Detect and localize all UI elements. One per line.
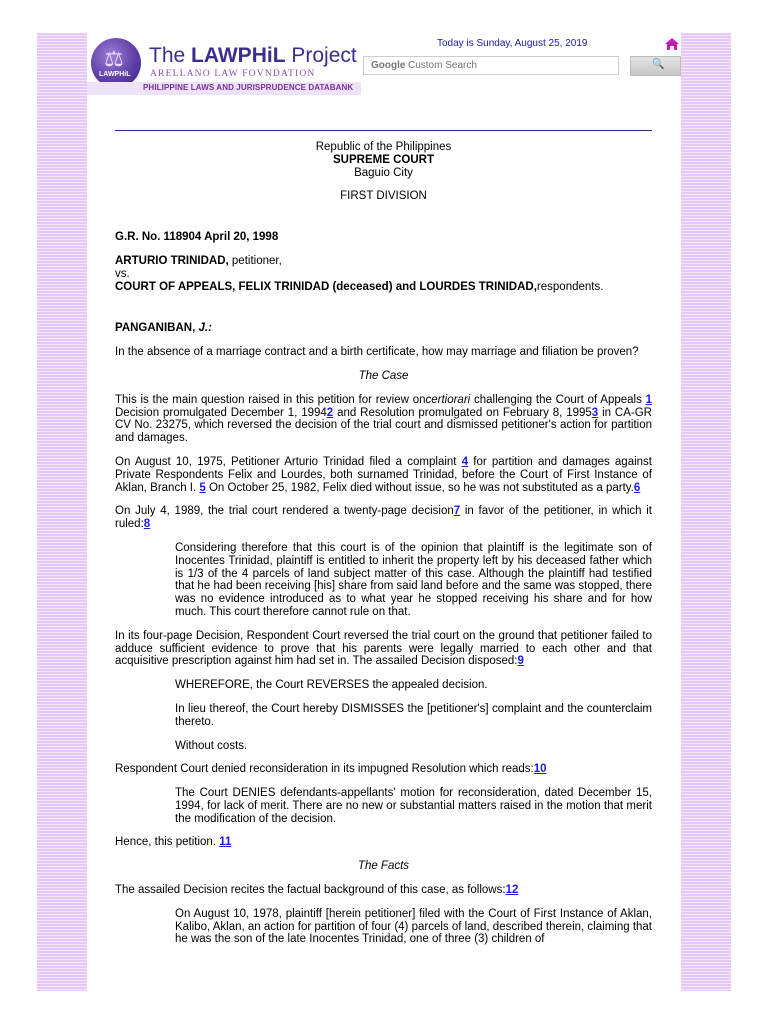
quote-facts: On August 10, 1978, plaintiff [herein petitioner] filed with the Court of First Instance of Aklan, Kalibo, Aklan, an action for partition of four (4) parcels of land, described therein, claiming that he was the son of the late Inocentes Trinidad, one of three (3) children of xyxy=(175,907,652,946)
p1-text-f: in CA-GR CV No. 23275, which reversed the decision of the trial court and dismissed petitioner's action for partition and damages. xyxy=(115,406,652,445)
p1-text-a: This is the main question raised in this petition for review on xyxy=(115,393,426,406)
paragraph-5 xyxy=(115,763,652,776)
search-input[interactable] xyxy=(408,59,613,72)
paragraph-1 xyxy=(115,394,652,445)
respondents-name: COURT OF APPEALS, FELIX TRINIDAD (deceased) and LOURDES TRINIDAD, xyxy=(115,280,537,293)
court-line xyxy=(115,154,652,167)
paragraph-4 xyxy=(115,630,652,668)
footnote-link-4[interactable]: 4 xyxy=(461,455,469,468)
paragraph-7 xyxy=(115,884,652,897)
paragraph-2 xyxy=(115,456,652,494)
ponente-line xyxy=(115,322,652,335)
left-border-stripe xyxy=(37,33,87,991)
quote-trial-court: Considering therefore that this court is of the opinion that plaintiff is the legitimate son of Inocentes Trinidad, plaintiff is entitled to inherit the property left by his deceased father which is 1/3 of the 4 parcels of land subject matter of this case. Although the plaintiff had testified that he had been receiving [his] share from said land before and the same was stopped, there was no evidence introduced as to what year he stopped receiving his share and for how much. This court therefore cannot rule on that. xyxy=(175,541,652,618)
p3-text-a: On July 4, 1989, the trial court rendered a twenty-page decision xyxy=(115,505,454,518)
petitioner-name: ARTURIO TRINIDAD, xyxy=(115,254,229,267)
heading-the-case xyxy=(115,370,652,383)
footnote-link-7[interactable]: 7 xyxy=(453,505,461,518)
search-field[interactable] xyxy=(363,56,619,75)
logo-title xyxy=(149,44,357,68)
lawphil-logo[interactable] xyxy=(87,35,361,95)
paragraph-6 xyxy=(115,836,652,849)
p1-certiorari: certiorari xyxy=(425,393,471,406)
search-button[interactable] xyxy=(630,56,681,76)
logo-title-suffix: Project xyxy=(285,44,357,67)
petitioner-line xyxy=(115,255,652,268)
footnote-link-11[interactable]: 11 xyxy=(219,836,232,849)
logo-title-prefix: The xyxy=(149,44,192,67)
p2-text-a: On August 10, 1975, Petitioner Arturio Trinidad filed a complaint xyxy=(115,455,462,468)
quote-in-lieu: In lieu thereof, the Court hereby DISMISSES the [petitioner's] complaint and the counterclaim thereto. xyxy=(175,702,652,728)
footnote-link-9[interactable]: 9 xyxy=(517,655,524,668)
footnote-link-8[interactable]: 8 xyxy=(143,518,151,531)
footnote-link-6[interactable]: 6 xyxy=(633,481,641,494)
heading-the-facts xyxy=(115,860,652,873)
header-divider xyxy=(115,130,652,131)
decision-body xyxy=(115,141,652,946)
intro-paragraph: In the absence of a marriage contract and a birth certificate, how may marriage and filiation be proven? xyxy=(115,346,639,359)
p1-text-d: Decision promulgated December 1, 1994 xyxy=(115,406,327,419)
heading-the-case-text: The Case xyxy=(358,369,409,382)
country-line: Republic of the Philippines xyxy=(315,141,452,153)
p5-text: Respondent Court denied reconsideration in its impugned Resolution which reads: xyxy=(115,763,534,776)
current-date: Today is Sunday, August 25, 2019 xyxy=(437,38,588,49)
logo-emblem xyxy=(91,38,141,88)
p1-text-e: and Resolution promulgated on February 8, 1995 xyxy=(333,406,592,419)
case-number-text: G.R. No. 118904 April 20, 1998 xyxy=(115,231,279,244)
footnote-link-1[interactable]: 1 xyxy=(645,393,652,406)
logo-title-brand: LAWPHiL xyxy=(191,44,286,67)
city-line: Baguio City xyxy=(354,166,413,179)
banner xyxy=(87,82,361,95)
case-number xyxy=(115,231,652,244)
scales-icon: ⚖ xyxy=(104,46,124,71)
p6-text: Hence, this petition. xyxy=(115,836,220,849)
p7-text: The assailed Decision recites the factual background of this case, as follows: xyxy=(115,884,506,897)
p4-text: In its four-page Decision, Respondent Court reversed the trial court on the ground that petitioner failed to adduce sufficient evidence to prove that his parents were legally married to each other and that acquisitive prescription against him had set in. The assailed Decision disposed: xyxy=(115,629,652,668)
logo-emblem-text: LAWPHiL xyxy=(99,71,131,78)
p2-text-c: On October 25, 1982, Felix died without issue, so he was not substituted as a party. xyxy=(205,481,634,494)
ponente-name: PANGANIBAN, xyxy=(115,322,196,335)
p1-text-c: challenging the Court of Appeals xyxy=(470,393,646,406)
banner-text: PHILIPPINE LAWS AND JURISPRUDENCE DATABANK xyxy=(143,83,354,92)
paragraph-3 xyxy=(115,505,652,531)
footnote-link-10[interactable]: 10 xyxy=(533,763,547,776)
respondents-role: respondents. xyxy=(536,280,604,293)
footnote-link-2[interactable]: 2 xyxy=(326,406,334,419)
respondents-line xyxy=(115,281,652,294)
p2-text-b: for partition and damages against Private Respondents Felix and Lourdes, both surnamed Trinidad, before the Court of First Instance of Aklan, Branch I. xyxy=(115,455,652,494)
court-name: SUPREME COURT xyxy=(333,153,434,166)
heading-the-facts-text: The Facts xyxy=(357,860,410,873)
petitioner-role: petitioner, xyxy=(228,254,282,267)
quote-resolution: The Court DENIES defendants-appellants' motion for reconsideration, dated December 15, 1994, for lack of merit. There are no new or substantial matters raised in the motion that merit the modification of the decision. xyxy=(175,787,652,825)
footnote-link-12[interactable]: 12 xyxy=(505,884,519,897)
google-label: Google xyxy=(371,60,406,71)
page xyxy=(87,33,681,991)
footnote-link-5[interactable]: 5 xyxy=(199,481,206,494)
right-border-stripe xyxy=(681,33,731,991)
versus-line: vs. xyxy=(115,267,130,280)
home-icon[interactable] xyxy=(665,38,679,50)
quote-without-costs: Without costs. xyxy=(175,739,248,752)
footnote-link-3[interactable]: 3 xyxy=(591,406,599,419)
p3-text-b: in favor of the petitioner, in which it ruled: xyxy=(115,505,652,531)
ponente-title: J.: xyxy=(195,322,212,335)
logo-subtitle: ARELLANO LAW FOVNDATION xyxy=(150,69,316,79)
quote-wherefore: WHEREFORE, the Court REVERSES the appealed decision. xyxy=(175,679,488,692)
search-icon: 🔍 xyxy=(652,59,665,70)
division-line: FIRST DIVISION xyxy=(340,190,427,203)
